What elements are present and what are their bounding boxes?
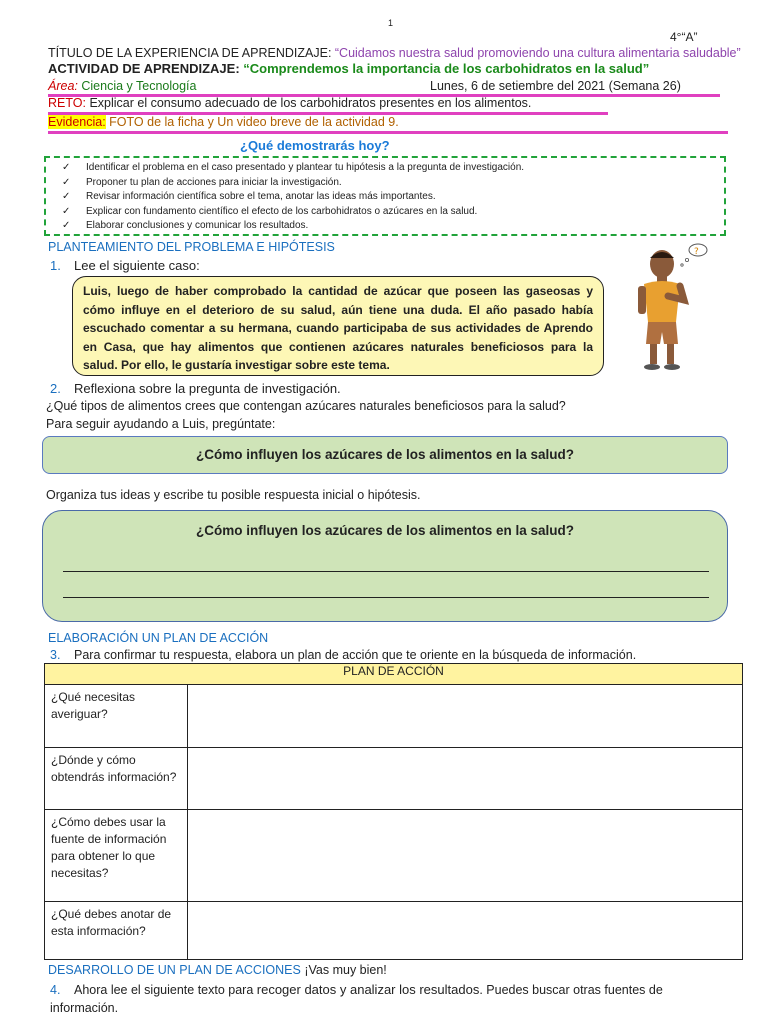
question-text: ¿Qué tipos de alimentos crees que contengan azúcares naturales beneficiosos para la salud? (46, 399, 566, 413)
table-row (45, 685, 743, 748)
table-answer-cell[interactable] (188, 902, 743, 960)
section-title-plan: ELABORACIÓN UN PLAN DE ACCIÓN (48, 631, 269, 645)
experience-title (48, 46, 741, 60)
experience-title-label: TÍTULO DE LA EXPERIENCIA DE APRENDIZAJE: (48, 46, 335, 60)
organize-text: Organiza tus ideas y escribe tu posible respuesta inicial o hipótesis. (46, 488, 421, 502)
goal-item: ✓ Elaborar conclusiones y comunicar los resultados. (86, 219, 724, 234)
reto-line (48, 96, 531, 110)
answer-line[interactable] (63, 571, 709, 572)
table-header: PLAN DE ACCIÓN (45, 664, 743, 685)
evidence-value: FOTO de la ficha y Un video breve de la actividad 9. (105, 115, 399, 129)
activity-title-label: ACTIVIDAD DE APRENDIZAJE: (48, 61, 244, 76)
check-icon: ✓ (62, 205, 71, 217)
check-icon: ✓ (62, 176, 71, 188)
goal-item: ✓ Revisar información científica sobre el tema, anotar las ideas más importantes. (86, 190, 724, 205)
goal-item: ✓ Explicar con fundamento científico el efecto de los carbohidratos o azúcares en la salud. (86, 205, 724, 220)
table-answer-cell[interactable] (188, 685, 743, 748)
check-icon: ✓ (62, 220, 71, 231)
action-plan-table (44, 663, 743, 960)
table-row (45, 748, 743, 810)
activity-title-value: “Comprendemos la importancia de los carbohidratos en la salud” (243, 61, 650, 76)
step-1: 1. Lee el siguiente caso: (50, 258, 200, 273)
table-row-question: ¿Qué debes anotar de esta información? (45, 902, 188, 960)
evidence-line (48, 115, 399, 129)
step-3: 3. Para confirmar tu respuesta, elabora un plan de acción que te oriente en la búsqueda de información. (50, 648, 637, 662)
case-text-box: Luis, luego de haber comprobado la cantidad de azúcar que poseen las gaseosas y cómo influye en el deterioro de su salud, aún tiene una duda. El año pasado había escuchado comentar a su hermana, cuando participaba de sus actividades de Aprendo en Casa, que hay alimentos que contienen azúcares naturales beneficiosos para la salud. Por ello, le gustaría investigar sobre este tema. (72, 276, 604, 376)
section-title-problem: PLANTEAMIENTO DEL PROBLEMA E HIPÓTESIS (48, 240, 335, 254)
reto-label: RETO: (48, 96, 90, 110)
goal-item: ✓ Proponer tu plan de acciones para iniciar la investigación. (86, 176, 724, 191)
hypothesis-question: ¿Cómo influyen los azúcares de los alimentos en la salud? (195, 523, 575, 538)
check-icon: ✓ (62, 162, 71, 173)
table-row-question: ¿Dónde y cómo obtendrás información? (45, 748, 188, 810)
divider-line (48, 131, 728, 134)
research-question-box: ¿Cómo influyen los azúcares de los alimentos en la salud? (42, 436, 728, 474)
table-row-question: ¿Qué necesitas averiguar? (45, 685, 188, 748)
grade-label: 4°“A” (670, 30, 698, 44)
evidence-label: Evidencia: (48, 115, 106, 129)
hypothesis-box (42, 510, 728, 622)
step-2: 2. Reflexiona sobre la pregunta de investigación. (50, 381, 341, 396)
helper-text: Para seguir ayudando a Luis, pregúntate: (46, 417, 276, 431)
area-value: Ciencia y Tecnología (81, 79, 197, 93)
table-answer-cell[interactable] (188, 810, 743, 902)
date-text: Lunes, 6 de setiembre del 2021 (Semana 26) (430, 79, 681, 93)
answer-line[interactable] (63, 597, 709, 598)
goals-title: ¿Qué demostrarás hoy? (240, 138, 390, 153)
experience-title-value: “Cuidamos nuestra salud promoviendo una cultura alimentaria saludable” (334, 46, 741, 60)
svg-text:?: ? (694, 247, 699, 257)
table-row (45, 902, 743, 960)
area-label: Área: (48, 79, 82, 93)
section-title-development: DESARROLLO DE UN PLAN DE ACCIONES ¡Vas muy bien! (48, 963, 387, 977)
check-icon: ✓ (62, 191, 71, 202)
goals-box (44, 156, 726, 236)
boy-thinking-illustration (604, 240, 724, 375)
table-row-question: ¿Cómo debes usar la fuente de información para obtener lo que necesitas? (45, 810, 188, 902)
page-number: 1 (388, 18, 394, 28)
area-line (48, 79, 196, 93)
table-answer-cell[interactable] (188, 748, 743, 810)
step-4: 4. Ahora lee el siguiente texto para recoger datos y analizar los resultados. Puedes buscar otras fuentes de información. (50, 982, 663, 1015)
table-row (45, 810, 743, 902)
reto-value: Explicar el consumo adecuado de los carbohidratos presentes en los alimentos. (89, 96, 532, 110)
activity-title (48, 61, 649, 76)
goal-item: ✓ Identificar el problema en el caso presentado y plantear tu hipótesis a la pregunta de investigación. (86, 161, 724, 176)
